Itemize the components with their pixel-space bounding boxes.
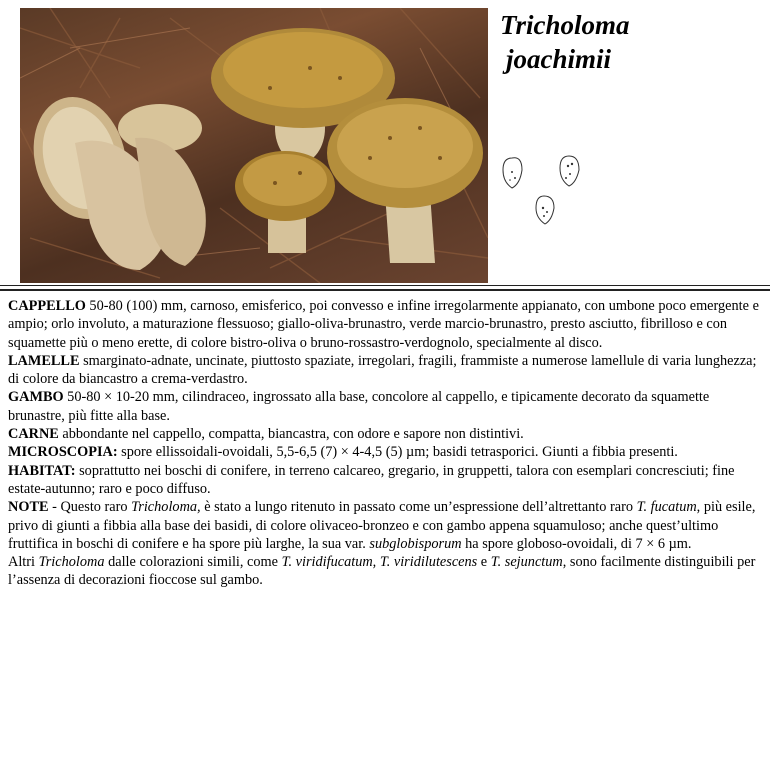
section-gambo xyxy=(8,388,760,425)
section-body: smarginato-adnate, uncinate, piuttosto spaziate, irregolari, fragili, frammiste a numerose lamellule di varia lunghezza; di colore da biancastro a crema-verdastro. xyxy=(8,352,757,388)
note-text: , più esile, privo di giunti a fibbia alla base dei basidi, di colore olivaceo-bronzeo e con gambo appena squamuloso; anche quest’ultimo fruttifica in boschi di conifere e ha spore più larghe, la sua var. xyxy=(8,499,756,552)
divider-line-thick xyxy=(0,289,770,291)
section-habitat xyxy=(8,462,760,499)
divider-line xyxy=(0,285,770,286)
others-text: , sono facilmente distinguibili per l’assenza di decorazioni fioccose sul gambo. xyxy=(8,554,756,589)
section-head: CAPPELLO xyxy=(8,298,86,314)
note-text: - Questo raro xyxy=(48,499,132,516)
mushroom-photo-drawing xyxy=(20,8,488,283)
section-head: GAMBO xyxy=(8,389,64,406)
note-italic: Tricholoma, xyxy=(131,499,201,516)
spore-illustration xyxy=(498,150,598,230)
species-title xyxy=(500,8,630,76)
note-text: è stato a lungo ritenuto in passato come un’espressione dell’altrettanto raro xyxy=(200,499,637,516)
mushroom-photo xyxy=(20,8,488,283)
title-species: joachimii xyxy=(506,44,612,74)
description-text xyxy=(8,297,760,590)
section-head: LAMELLE xyxy=(8,352,80,369)
section-note xyxy=(8,498,760,553)
section-others xyxy=(8,553,760,590)
section-cappello xyxy=(8,297,760,352)
section-body: 50-80 × 10-20 mm, cilindraceo, ingrossato alla base, concolore al cappello, e tipicamente decorato da squamette brunastre, più fitte alla base. xyxy=(8,389,710,424)
section-body: abbondante nel cappello, compatta, biancastra, con odore e sapore non distintivi. xyxy=(58,426,524,443)
section-head: HABITAT: xyxy=(8,462,76,479)
section-head: CARNE xyxy=(8,426,59,443)
note-text: ha spore globoso-ovoidali, di 7 × 6 µm. xyxy=(461,535,692,552)
title-genus: Tricholoma xyxy=(500,10,630,40)
section-lamelle xyxy=(8,352,760,389)
section-body: 50-80 (100) mm, carnoso, emisferico, poi convesso e infine irregolarmente appianato, con umbone poco emergente e ampio; orlo involuto, a maturazione flessuoso; giallo-oliva-brunastro, verde marcio-brunastro, presto asciutto, fibrilloso e con squamette più o meno erette, di colore bistro-oliva o bruno-rossastro-verdognolo, specialmente al disco. xyxy=(8,298,759,351)
section-head: MICROSCOPIA: xyxy=(8,444,118,461)
section-body: soprattutto nei boschi di conifere, in terreno calcareo, gregario, in gruppetti, talora con esemplari concresciuti; fine estate-autunno; raro e poco diffuso. xyxy=(8,462,735,497)
others-italic: Tricholoma xyxy=(38,554,105,571)
note-italic: T. fucatum xyxy=(636,499,697,516)
others-text: dalle colorazioni simili, come xyxy=(104,554,282,571)
section-head: NOTE xyxy=(8,499,49,516)
others-text: e xyxy=(477,554,491,571)
others-text: Altri xyxy=(8,554,39,571)
section-microscopia xyxy=(8,443,760,461)
section-body: spore ellissoidali-ovoidali, 5,5-6,5 (7) × 4-4,5 (5) µm; basidi tetrasporici. Giunti a fibbia presenti. xyxy=(117,444,678,461)
note-italic: subglobisporum xyxy=(369,535,462,552)
others-italic: T. viridifucatum, T. viridilutescens xyxy=(281,554,478,571)
section-carne xyxy=(8,425,760,443)
others-italic: T. sejunctum xyxy=(490,554,563,571)
